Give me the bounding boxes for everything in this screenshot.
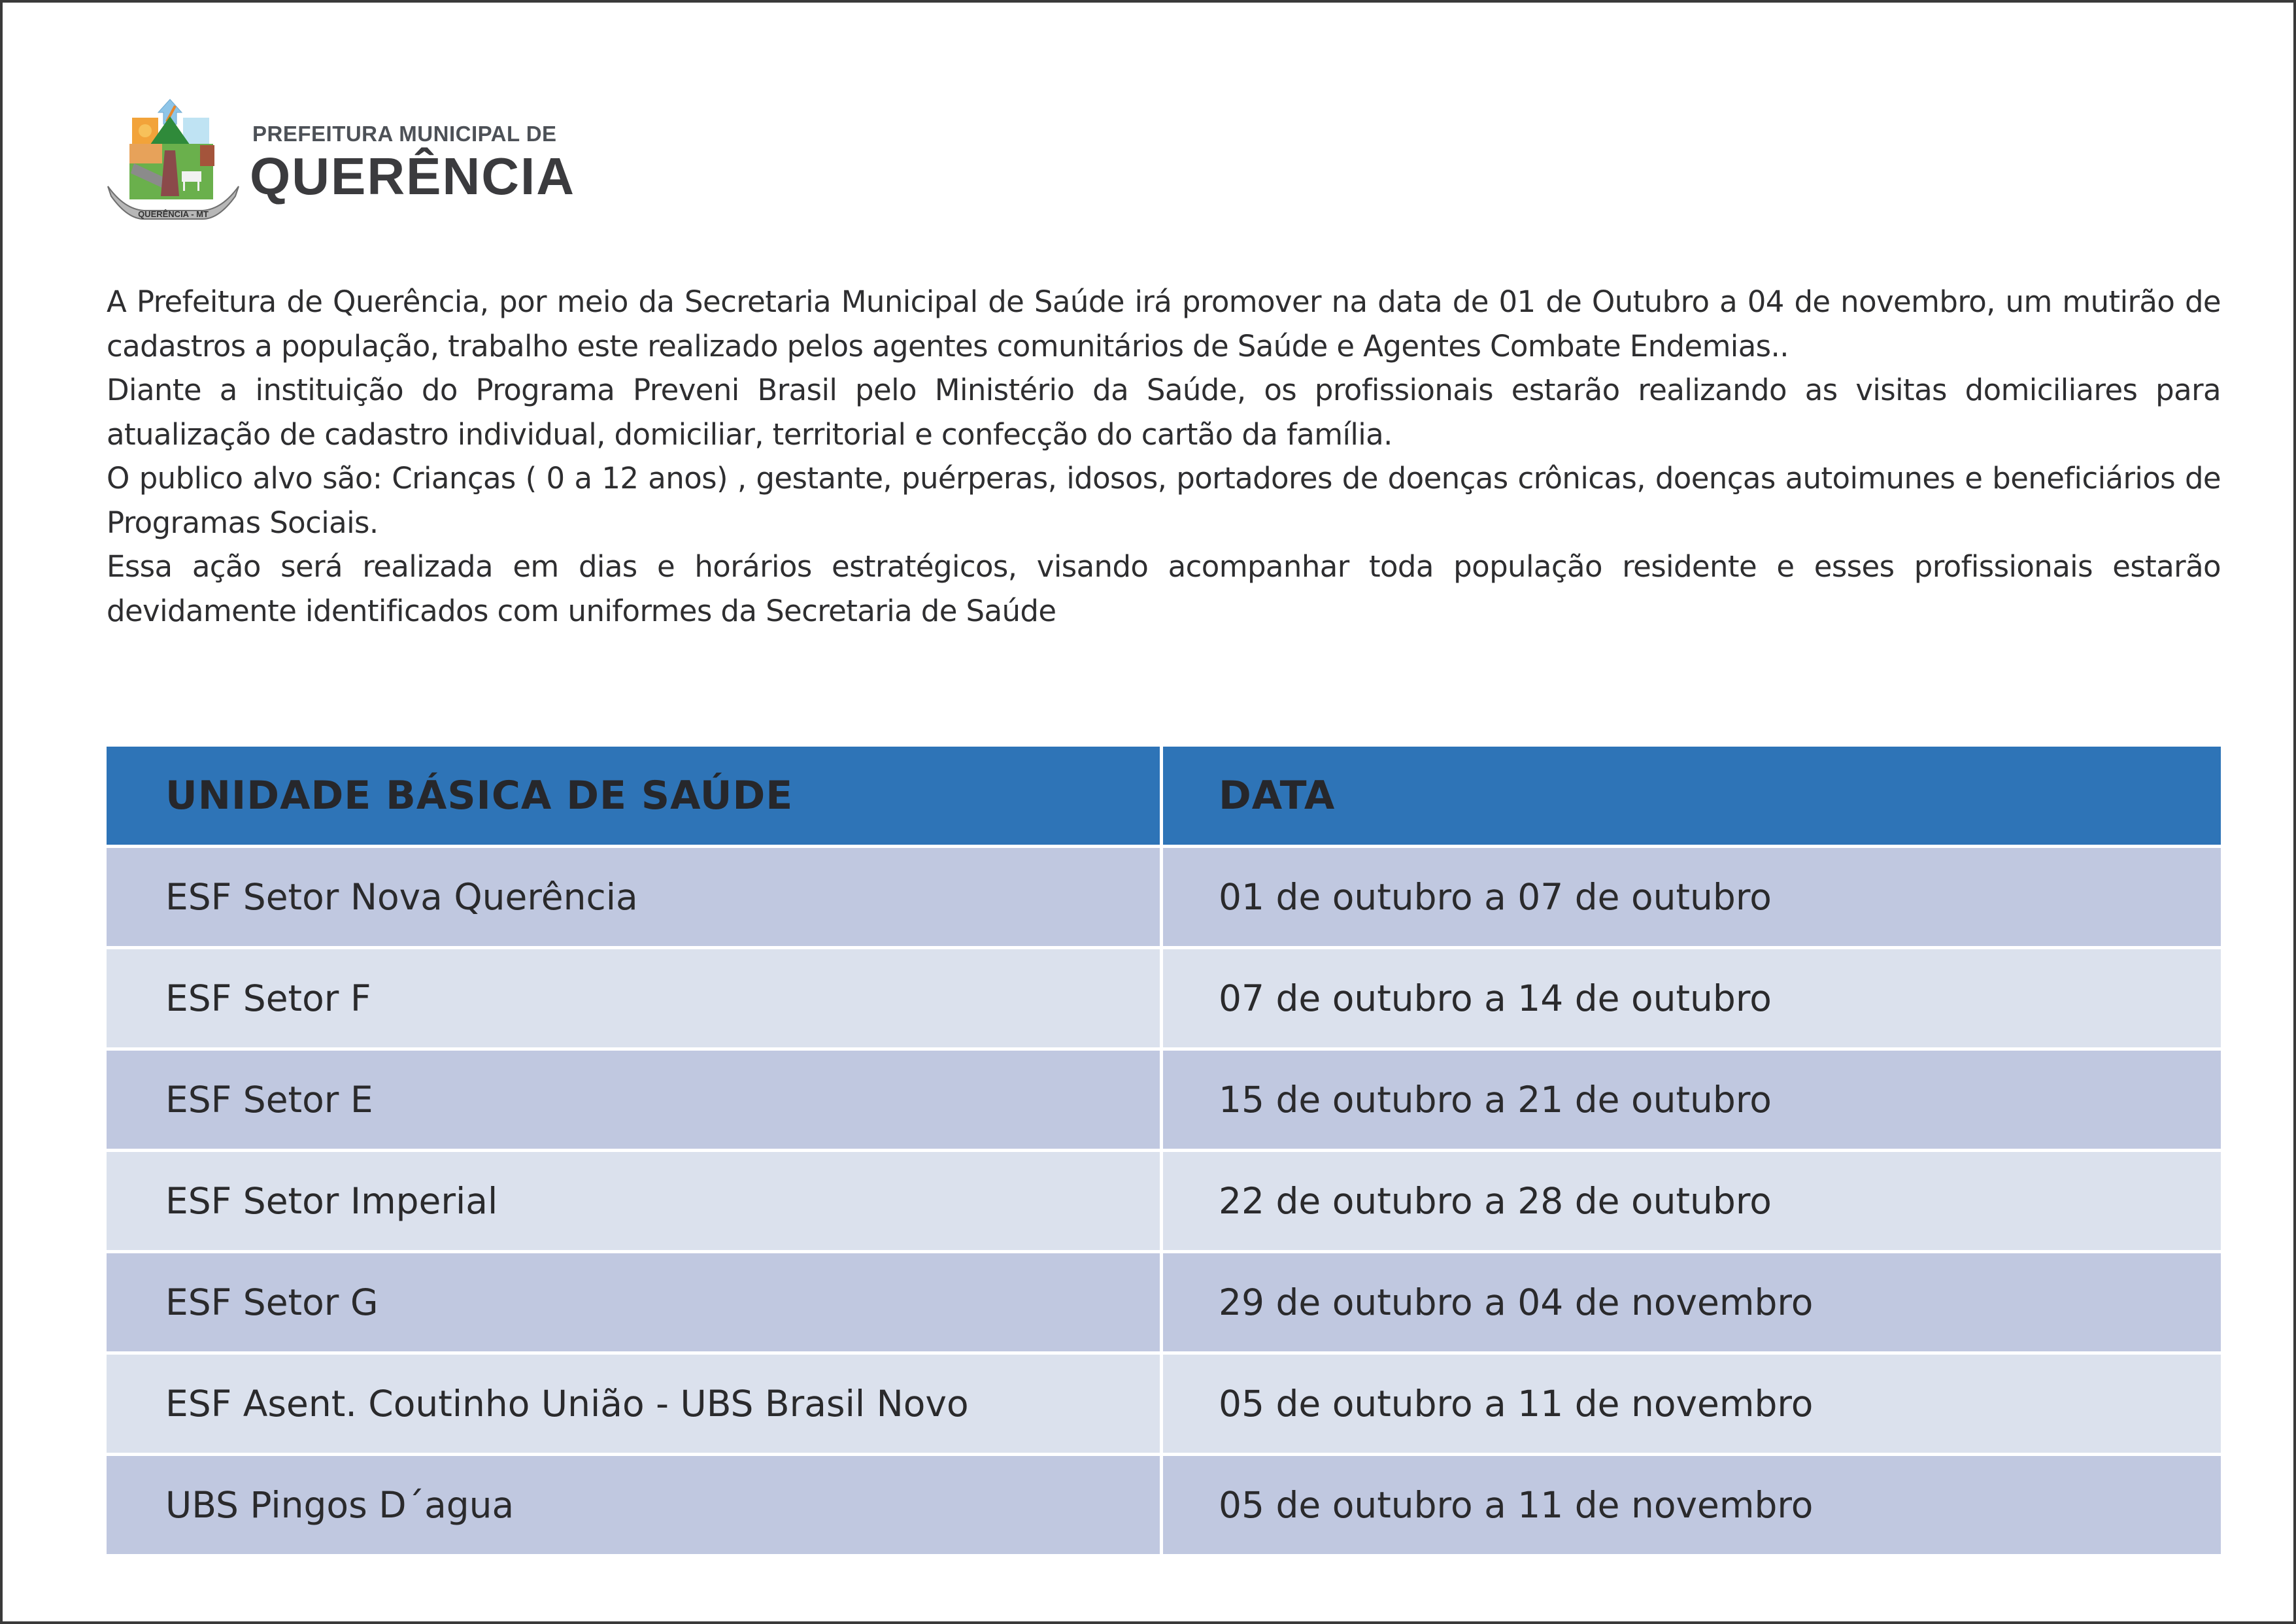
- svg-text:QUERÊNCIA - MT: QUERÊNCIA - MT: [138, 209, 209, 219]
- unit-cell: ESF Setor Imperial: [107, 1152, 1160, 1250]
- unit-cell: ESF Asent. Coutinho União - UBS Brasil Novo: [107, 1355, 1160, 1453]
- table-row: [107, 1152, 2221, 1250]
- date-cell: 22 de outubro a 28 de outubro: [1163, 1152, 2221, 1250]
- unit-cell: ESF Setor E: [107, 1051, 1160, 1149]
- date-cell: 05 de outubro a 11 de novembro: [1163, 1456, 2221, 1554]
- announcement-text: [107, 280, 2221, 633]
- logo-title: QUERÊNCIA: [250, 147, 576, 205]
- date-cell: 29 de outubro a 04 de novembro: [1163, 1253, 2221, 1351]
- logo-subtitle: PREFEITURA MUNICIPAL DE: [252, 122, 557, 146]
- municipal-logo: [105, 98, 601, 229]
- table-row: [107, 1355, 2221, 1453]
- table-row: [107, 1456, 2221, 1554]
- date-cell: 05 de outubro a 11 de novembro: [1163, 1355, 2221, 1453]
- coat-of-arms-icon: [105, 98, 242, 222]
- paragraph-target-audience: O publico alvo são: Crianças ( 0 a 12 anos) , gestante, puérperas, idosos, portadores de doenças crônicas, doenças autoimunes e beneficiários de Programas Sociais.: [107, 461, 2221, 540]
- paragraph-intro: A Prefeitura de Querência, por meio da Secretaria Municipal de Saúde irá promover na data de 01 de Outubro a 04 de novembro, um mutirão de cadastros a população, trabalho este realizado pelos agentes comunitários de Saúde e Agentes Combate Endemias..: [107, 284, 2221, 364]
- table-row: [107, 848, 2221, 946]
- unit-cell: ESF Setor F: [107, 949, 1160, 1047]
- date-cell: 15 de outubro a 21 de outubro: [1163, 1051, 2221, 1149]
- table-row: [107, 949, 2221, 1047]
- table-row: [107, 1051, 2221, 1149]
- header-date: DATA: [1163, 747, 2221, 845]
- unit-cell: ESF Setor Nova Querência: [107, 848, 1160, 946]
- schedule-table: [107, 747, 2221, 1557]
- unit-cell: ESF Setor G: [107, 1253, 1160, 1351]
- date-cell: 01 de outubro a 07 de outubro: [1163, 848, 2221, 946]
- header-unit: UNIDADE BÁSICA DE SAÚDE: [107, 747, 1160, 845]
- paragraph-program: Diante a instituição do Programa Preveni Brasil pelo Ministério da Saúde, os profissionais estarão realizando as visitas domiciliares para atualização de cadastro individual, domiciliar, territorial e confecção do cartão da família.: [107, 373, 2221, 452]
- date-cell: 07 de outubro a 14 de outubro: [1163, 949, 2221, 1047]
- paragraph-action: Essa ação será realizada em dias e horários estratégicos, visando acompanhar toda população residente e esses profissionais estarão devidamente identificados com uniformes da Secretaria de Saúde: [107, 549, 2221, 628]
- unit-cell: UBS Pingos D´agua: [107, 1456, 1160, 1554]
- table-row: [107, 1253, 2221, 1351]
- table-header-row: [107, 747, 2221, 845]
